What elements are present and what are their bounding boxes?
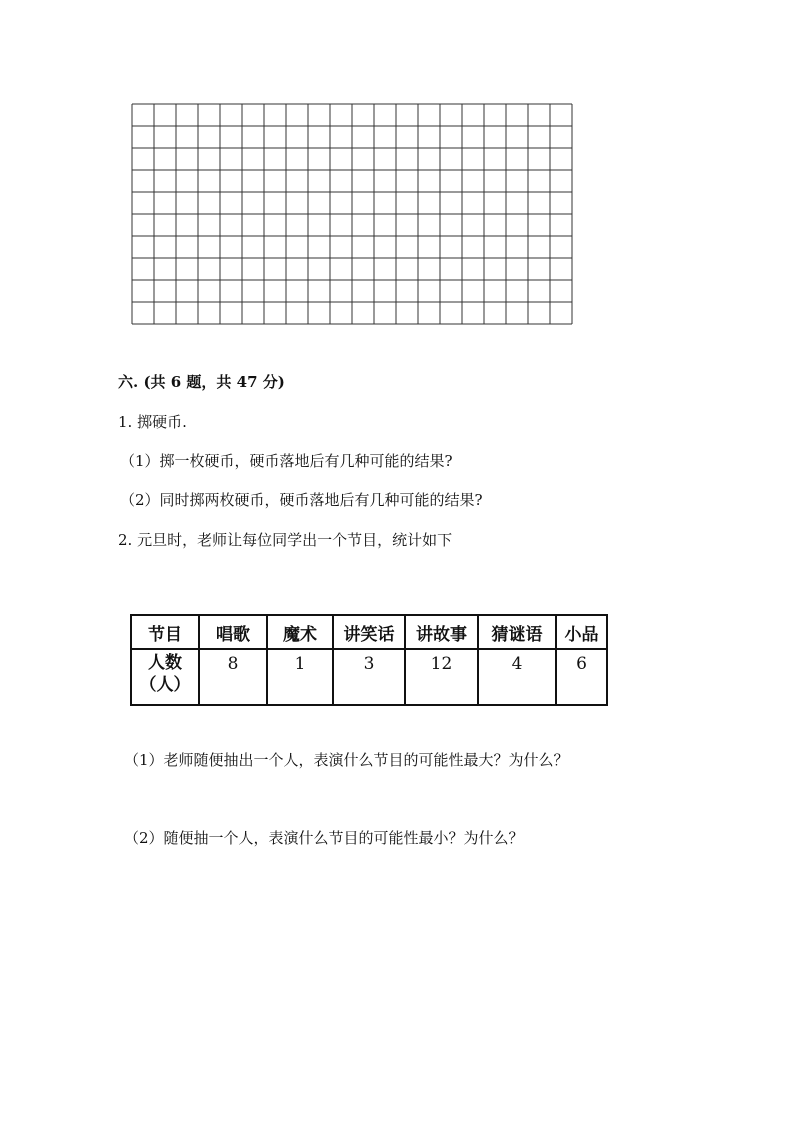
table-header-row xyxy=(131,615,607,649)
program-cell: 讲笑话 xyxy=(333,615,405,649)
program-cell: 唱歌 xyxy=(199,615,267,649)
count-cell: 3 xyxy=(333,649,405,705)
count-cell: 6 xyxy=(556,649,607,705)
program-cell: 小品 xyxy=(556,615,607,649)
question-2-title: 2. 元旦时，老师让每位同学出一个节目，统计如下 xyxy=(118,531,453,549)
program-tally-table xyxy=(130,614,608,706)
row-label-line: 人数 xyxy=(148,653,182,673)
program-cell: 猜谜语 xyxy=(478,615,556,649)
count-cell: 8 xyxy=(199,649,267,705)
row-label-cell xyxy=(131,649,199,705)
program-cell: 魔术 xyxy=(267,615,333,649)
row-label-unit: （人） xyxy=(139,675,191,695)
question-2-part-1: （1）老师随便抽出一个人，表演什么节目的可能性最大？为什么？ xyxy=(124,751,569,769)
count-cell: 12 xyxy=(405,649,478,705)
question-1-part-1: （1）掷一枚硬币，硬币落地后有几种可能的结果? xyxy=(120,452,453,470)
program-cell: 讲故事 xyxy=(405,615,478,649)
section-heading: 六. (共 6 题，共 47 分) xyxy=(118,373,285,391)
count-cell: 4 xyxy=(478,649,556,705)
table-count-row xyxy=(131,649,607,705)
question-2-part-2: （2）随便抽一个人，表演什么节目的可能性最小？为什么？ xyxy=(124,829,524,847)
count-cell: 1 xyxy=(267,649,333,705)
question-1-part-2: （2）同时掷两枚硬币，硬币落地后有几种可能的结果? xyxy=(120,491,483,509)
question-1-title: 1. 掷硬币. xyxy=(118,413,187,431)
header-label-cell: 节目 xyxy=(131,615,199,649)
square-grid xyxy=(131,103,575,327)
